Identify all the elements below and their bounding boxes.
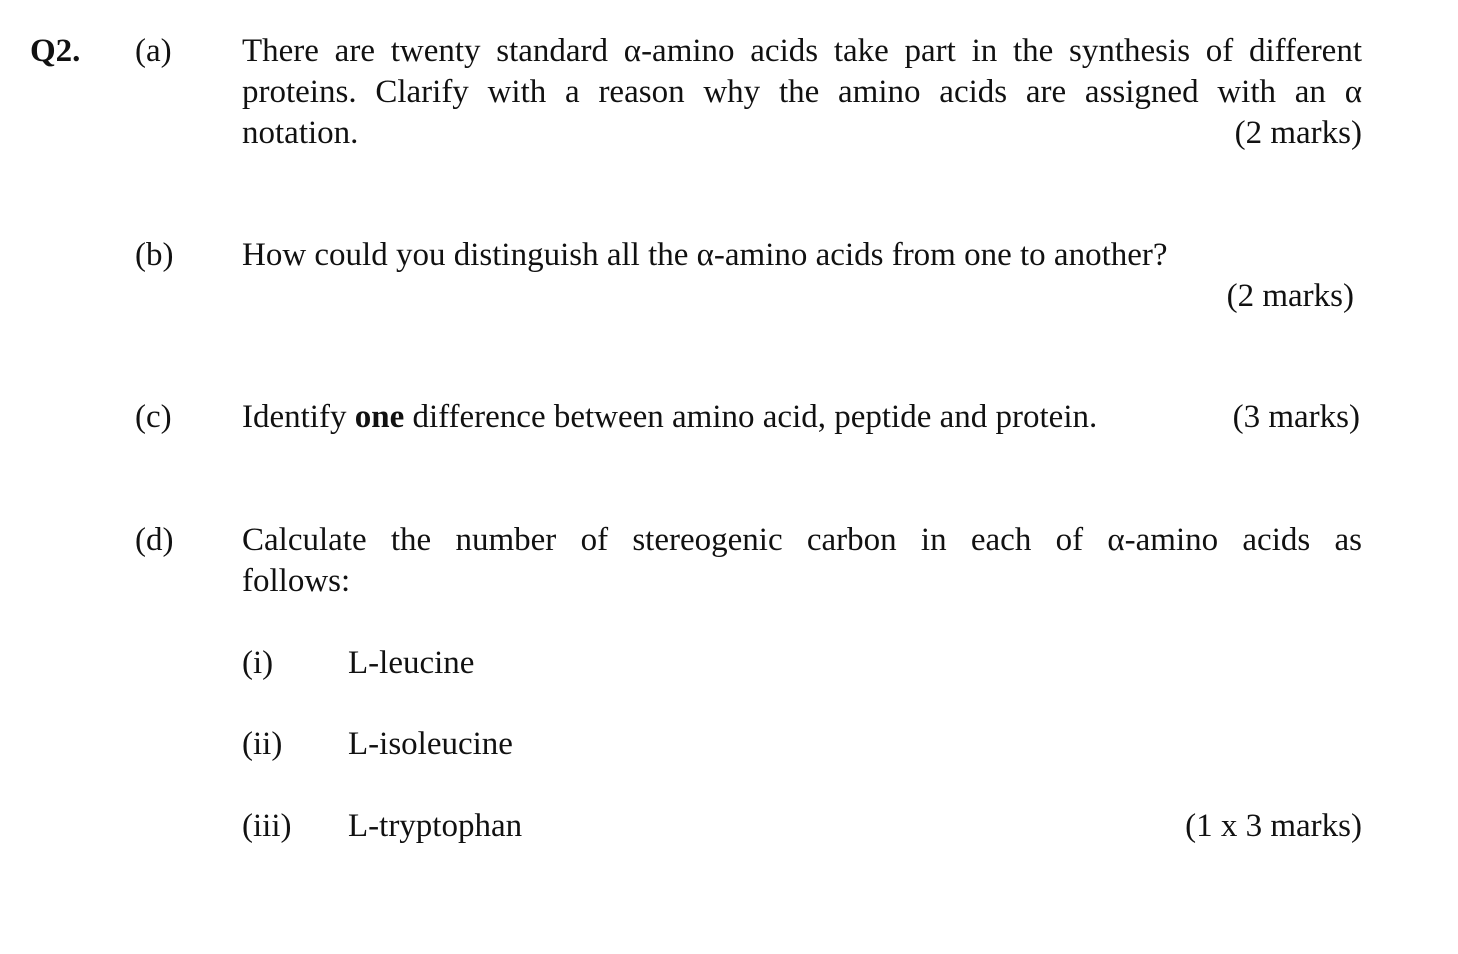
part-d-item-label: (iii) xyxy=(242,808,292,844)
part-b-text: How could you distinguish all the α-amino acids from one to another? xyxy=(242,237,1168,273)
part-c-text xyxy=(242,397,1097,438)
part-d-item-label: (i) xyxy=(242,645,274,681)
part-a-line-2: proteins. Clarify with a reason why the amino acids are assigned with an α xyxy=(242,74,1362,110)
part-d-marks: (1 x 3 marks) xyxy=(1185,808,1362,844)
part-b-marks: (2 marks) xyxy=(1226,278,1354,314)
part-d-item-text: L-leucine xyxy=(348,645,475,681)
part-c-text-after: difference between amino acid, peptide and protein. xyxy=(404,399,1098,435)
part-d-item-text: L-isoleucine xyxy=(348,726,513,762)
part-c-emphasis: one xyxy=(354,399,405,435)
part-c-text-before: Identify xyxy=(242,399,355,435)
question-number: Q2. xyxy=(30,33,81,69)
part-a-line-1: There are twenty standard α-amino acids take part in the synthesis of different xyxy=(242,33,1362,69)
part-a-marks: (2 marks) xyxy=(1234,115,1362,151)
part-b-label: (b) xyxy=(135,237,174,273)
part-a-line-3: notation. xyxy=(242,115,359,151)
part-c-label: (c) xyxy=(135,399,172,435)
part-d-line-1: Calculate the number of stereogenic carbon in each of α-amino acids as xyxy=(242,522,1362,558)
part-d-line-2: follows: xyxy=(242,563,351,599)
part-d-item-text: L-tryptophan xyxy=(348,808,523,844)
part-c-marks: (3 marks) xyxy=(1232,399,1360,435)
part-d-item-label: (ii) xyxy=(242,726,283,762)
part-d-label: (d) xyxy=(135,522,174,558)
part-a-label: (a) xyxy=(135,33,172,69)
